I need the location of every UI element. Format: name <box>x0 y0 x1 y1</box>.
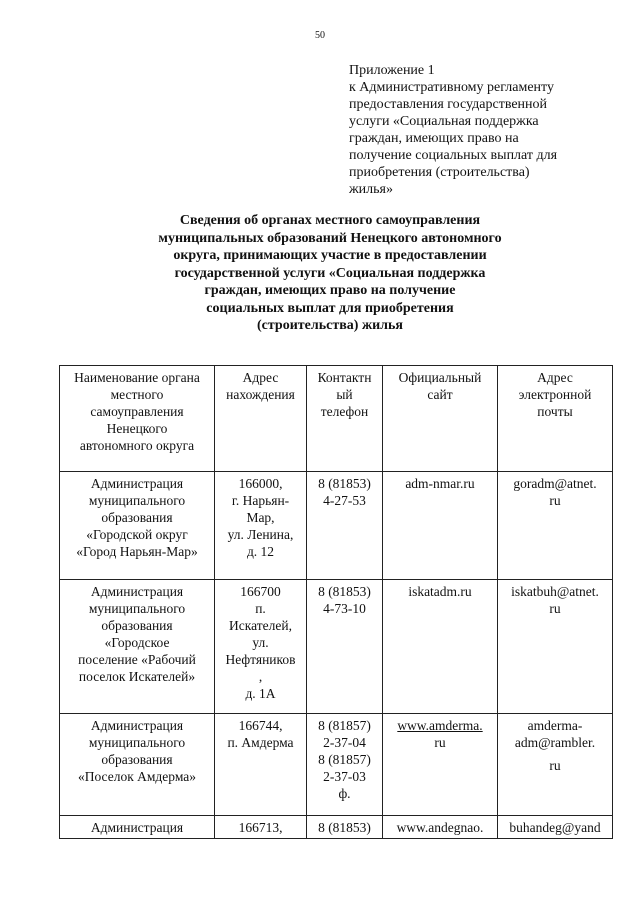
cell-phone: 8 (81853) 4-73-10 <box>307 580 383 714</box>
cell-phone: 8 (81853) <box>307 816 383 839</box>
page-number: 50 <box>315 30 325 41</box>
site-link[interactable]: iskatadm.ru <box>408 584 472 599</box>
title-line: (строительства) жилья <box>257 318 403 333</box>
cell-address: 166700 п. Искателей, ул. Нефтяников , д. 1А <box>215 580 307 714</box>
title-line: государственной услуги «Социальная поддержка <box>174 265 486 281</box>
cell-organ: Администрация муниципального образования «Городской округ «Город Нарьян-Мар» <box>60 472 215 580</box>
cell-address: 166744, п. Амдерма <box>215 714 307 816</box>
title-line: граждан, имеющих право на получение <box>204 283 456 298</box>
appendix-line: к Административному регламенту <box>349 80 554 95</box>
appendix-block <box>349 62 599 198</box>
table-row <box>60 580 613 714</box>
header-address: Адрес нахождения <box>215 366 307 472</box>
cell-address: 166000, г. Нарьян- Мар, ул. Ленина, д. 12 <box>215 472 307 580</box>
email-link[interactable]: goradm@atnet. <box>513 476 597 491</box>
cell-site <box>383 580 498 714</box>
site-link[interactable]: www.andegnao. <box>396 820 484 835</box>
cell-email <box>498 816 613 839</box>
appendix-line: жилья» <box>349 182 393 197</box>
email-link[interactable]: iskatbuh@atnet. <box>511 584 599 599</box>
title-line: округа, принимающих участие в предоставлении <box>173 248 487 263</box>
cell-address: 166713, <box>215 816 307 839</box>
table-header-row <box>60 366 613 472</box>
title-line: Сведения об органах местного самоуправления <box>179 213 481 228</box>
appendix-line: граждан, имеющих право на <box>349 131 519 146</box>
appendix-line: получение социальных выплат для <box>349 148 558 163</box>
appendix-line: приобретения (строительства) <box>349 165 530 180</box>
header-phone: Контактн ый телефон <box>307 366 383 472</box>
cell-organ: Администрация муниципального образования «Городское поселение «Рабочий поселок Искателей» <box>60 580 215 714</box>
site-link[interactable]: www.amderma. <box>397 718 483 733</box>
appendix-line: предоставления государственной <box>349 97 548 112</box>
header-email: Адрес электронной почты <box>498 366 613 472</box>
header-organ: Наименование органа местного самоуправления Ненецкого автономного округа <box>60 366 215 472</box>
table-row <box>60 816 613 839</box>
site-link[interactable]: adm-nmar.ru <box>405 476 475 491</box>
cell-email: amderma- adm@rambler. ru <box>498 714 613 816</box>
title-line: муниципальных образований Ненецкого автономного <box>158 230 502 246</box>
cell-organ: Администрация <box>60 816 215 839</box>
email-link[interactable]: amderma- <box>527 718 583 733</box>
table-row <box>60 714 613 816</box>
header-site: Официальный сайт <box>383 366 498 472</box>
cell-email: iskatbuh@atnet. ru <box>498 580 613 714</box>
cell-organ: Администрация муниципального образования «Поселок Амдерма» <box>60 714 215 816</box>
cell-phone: 8 (81853) 4-27-53 <box>307 472 383 580</box>
document-title <box>110 212 550 335</box>
cell-site <box>383 472 498 580</box>
appendix-line: Приложение 1 <box>349 63 435 78</box>
cell-site: www.amderma. ru <box>383 714 498 816</box>
cell-site <box>383 816 498 839</box>
email-link[interactable]: buhandeg@yand <box>509 820 601 835</box>
table-row <box>60 472 613 580</box>
organizations-table <box>59 365 613 839</box>
cell-phone: 8 (81857) 2-37-04 8 (81857) 2-37-03 ф. <box>307 714 383 816</box>
cell-email: goradm@atnet. ru <box>498 472 613 580</box>
title-line: социальных выплат для приобретения <box>206 300 454 316</box>
appendix-line: услуги «Социальная поддержка <box>349 114 539 129</box>
